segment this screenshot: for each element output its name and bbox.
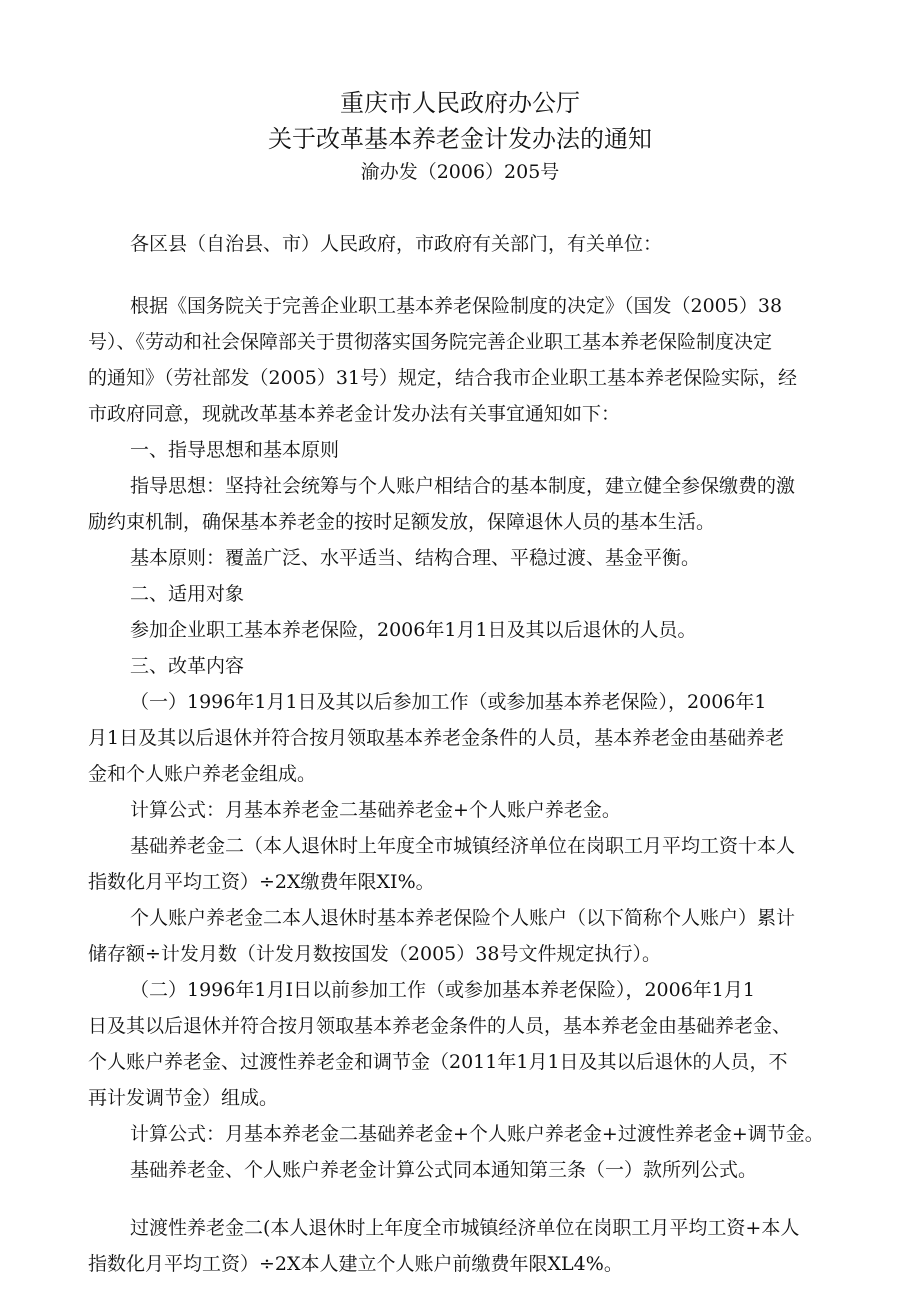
body-line: （一）1996年1月1日及其以后参加工作（或参加基本养老保险），2006年1 xyxy=(130,691,767,713)
formula-line: 计算公式：月基本养老金二基础养老金+个人账户养老金。 xyxy=(130,799,621,821)
body-line: 励约束机制，确保基本养老金的按时足额发放，保障退休人员的基本生活。 xyxy=(88,511,716,533)
formula-line: 个人账户养老金二本人退休时基本养老保险个人账户（以下简称个人账户）累计 xyxy=(130,907,796,929)
body-line: 日及其以后退休并符合按月领取基本养老金条件的人员，基本养老金由基础养老金、 xyxy=(88,1015,792,1037)
formula-line: 指数化月平均工资）÷2X本人建立个人账户前缴费年限XL4%。 xyxy=(88,1253,623,1275)
salutation: 各区县（自治县、市）人民政府，市政府有关部门，有关单位： xyxy=(130,233,663,255)
formula-line: 储存额÷计发月数（计发月数按国发（2005）38号文件规定执行）。 xyxy=(88,943,661,965)
body-line: 市政府同意，现就改革基本养老金计发办法有关事宜通知如下： xyxy=(88,403,621,425)
formula-line: 指数化月平均工资）÷2X缴费年限XI%。 xyxy=(88,871,435,893)
section-heading: 三、改革内容 xyxy=(130,655,245,677)
document-title-line1: 重庆市人民政府办公厅 xyxy=(340,89,580,117)
body-line: （二）1996年1月I日以前参加工作（或参加基本养老保险），2006年1月1 xyxy=(130,979,755,1001)
body-line: 月1日及其以后退休并符合按月领取基本养老金条件的人员，基本养老金由基础养老 xyxy=(88,727,785,749)
body-line: 基础养老金、个人账户养老金计算公式同本通知第三条（一）款所列公式。 xyxy=(130,1159,758,1181)
body-line: 根据《国务院关于完善企业职工基本养老保险制度的决定》（国发（2005）38 xyxy=(130,295,783,317)
body-line: 金和个人账户养老金组成。 xyxy=(88,763,317,785)
body-line: 的通知》（劳社部发（2005）31号）规定，结合我市企业职工基本养老保险实际，经 xyxy=(88,367,798,389)
formula-line: 基础养老金二（本人退休时上年度全市城镇经济单位在岗职工月平均工资十本人 xyxy=(130,835,796,857)
document-title-line2: 关于改革基本养老金计发办法的通知 xyxy=(268,125,652,153)
formula-line: 过渡性养老金二(本人退休时上年度全市城镇经济单位在岗职工月平均工资+本人 xyxy=(130,1217,800,1239)
section-heading: 一、指导思想和基本原则 xyxy=(130,439,340,461)
body-line: 参加企业职工基本养老保险，2006年1月1日及其以后退休的人员。 xyxy=(130,619,697,641)
body-line: 个人账户养老金、过渡性养老金和调节金（2011年1月1日及其以后退休的人员，不 xyxy=(88,1051,788,1073)
formula-line: 计算公式：月基本养老金二基础养老金+个人账户养老金+过渡性养老金+调节金。 xyxy=(130,1123,824,1145)
body-line: 基本原则：覆盖广泛、水平适当、结构合理、平稳过渡、基金平衡。 xyxy=(130,547,701,569)
body-line: 号）、《劳动和社会保障部关于贯彻落实国务院完善企业职工基本养老保险制度决定 xyxy=(88,331,773,353)
document-number: 渝办发（2006）205号 xyxy=(360,161,560,183)
body-line: 再计发调节金）组成。 xyxy=(88,1087,279,1109)
body-line: 指导思想：坚持社会统筹与个人账户相结合的基本制度，建立健全参保缴费的激 xyxy=(130,475,796,497)
section-heading: 二、适用对象 xyxy=(130,583,245,605)
